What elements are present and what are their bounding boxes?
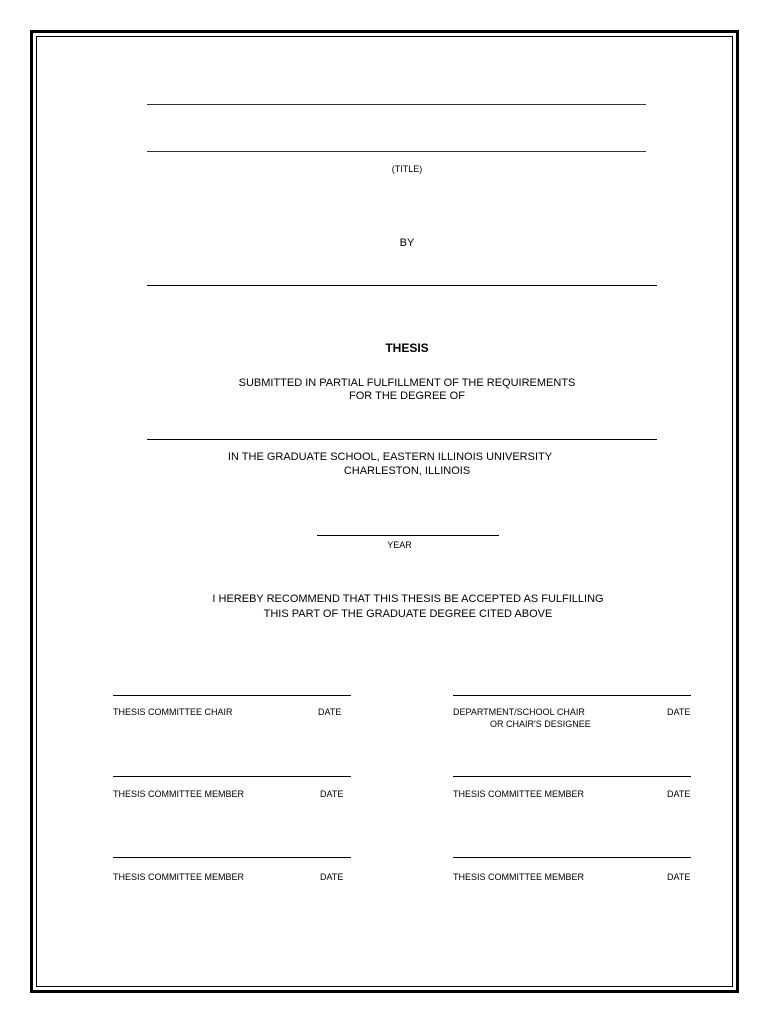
school-line-1: IN THE GRADUATE SCHOOL, EASTERN ILLINOIS UNIVERSITY [227,451,553,463]
by-label: BY [399,237,415,249]
school-line-2: CHARLESTON, ILLINOIS [343,465,471,477]
submitted-line-2: FOR THE DEGREE OF [349,390,465,402]
recommend-line-2: THIS PART OF THE GRADUATE DEGREE CITED ABOVE [263,608,553,620]
year-label: YEAR [387,540,412,550]
signature-role-right-1-line2: OR CHAIR'S DESIGNEE [490,719,591,729]
title-line-1[interactable] [147,104,646,105]
signature-line-left-1[interactable] [113,695,351,696]
signature-line-right-2[interactable] [453,776,691,777]
signature-role-right-2: THESIS COMMITTEE MEMBER [453,789,585,799]
signature-line-left-3[interactable] [113,857,351,858]
signature-date-left-2: DATE [320,789,344,799]
degree-line[interactable] [147,439,657,440]
author-line[interactable] [147,285,657,286]
submitted-line-1: SUBMITTED IN PARTIAL FULFILLMENT OF THE REQUIREMENTS [238,377,576,389]
recommend-line-1: I HEREBY RECOMMEND THAT THIS THESIS BE ACCEPTED AS FULFILLING [212,593,604,605]
signature-date-right-1: DATE [667,707,691,717]
signature-date-left-3: DATE [320,872,344,882]
signature-date-right-2: DATE [667,789,691,799]
signature-role-right-3: THESIS COMMITTEE MEMBER [453,872,585,882]
page-border-inner [36,36,733,987]
signature-line-left-2[interactable] [113,776,351,777]
signature-line-right-1[interactable] [453,695,691,696]
signature-role-left-3: THESIS COMMITTEE MEMBER [113,872,245,882]
thesis-heading: THESIS [385,341,429,355]
signature-date-left-1: DATE [318,707,342,717]
title-line-2[interactable] [147,151,646,152]
signature-role-right-1: DEPARTMENT/SCHOOL CHAIR [453,707,585,717]
signature-role-left-1: THESIS COMMITTEE CHAIR [113,707,233,717]
signature-line-right-3[interactable] [453,857,691,858]
year-line[interactable] [317,535,499,536]
signature-role-left-2: THESIS COMMITTEE MEMBER [113,789,245,799]
signature-date-right-3: DATE [667,872,691,882]
title-label: (TITLE) [391,164,423,174]
